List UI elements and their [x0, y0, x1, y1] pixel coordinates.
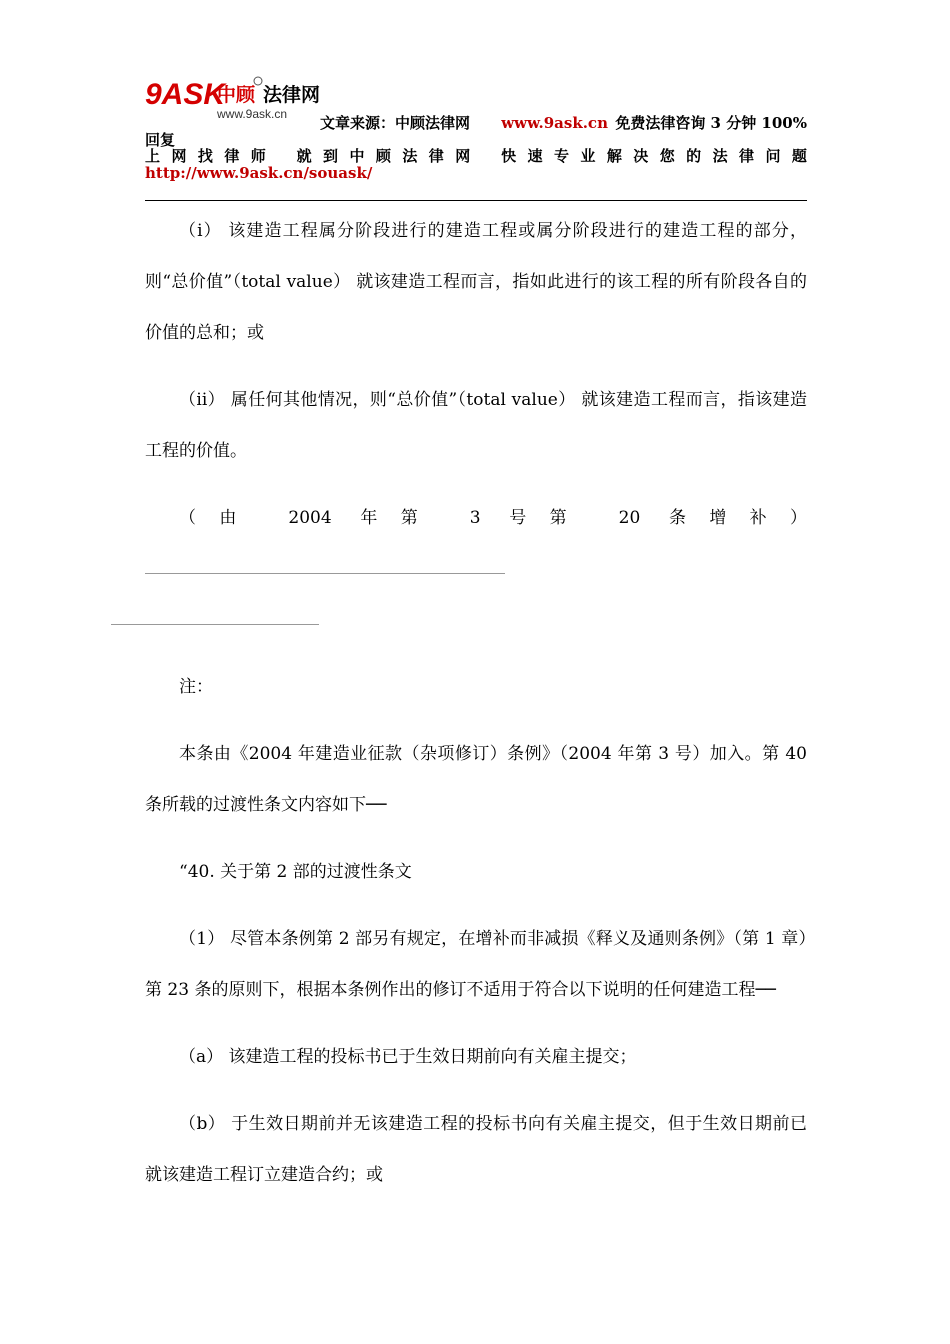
paragraph-ii: （ii） 属任何其他情况，则“总价值”（total value） 就该建造工程而言，指该建造工程的价值。 [145, 390, 807, 461]
slogan-char: 师 [250, 147, 266, 165]
slogan-char: 问 [765, 147, 781, 165]
note-label: 注： [179, 677, 213, 697]
slogan-char: 您 [659, 147, 675, 165]
slogan-char: 快 [501, 147, 517, 165]
slogan-char: 法 [402, 147, 418, 165]
source-line [320, 114, 807, 132]
logo-cn-suffix: 法律网 [263, 84, 320, 106]
underline-rule-2 [111, 623, 319, 625]
slogan-char: 的 [686, 147, 702, 165]
slogan-char: 速 [527, 147, 543, 165]
paragraph-i: （i） 该建造工程属分阶段进行的建造工程或属分阶段进行的建造工程的部分，则“总价值”（total value） 就该建造工程而言，指如此进行的该工程的所有阶段各自的价值的总和；或 [145, 221, 807, 343]
underline-rule [145, 572, 505, 574]
registered-icon [254, 77, 262, 85]
article-body [145, 206, 807, 1217]
slogan-char: 律 [224, 147, 240, 165]
header-divider [145, 200, 807, 201]
slogan-char: 律 [739, 147, 755, 165]
amendment-note: （由 2004 年第 3 号第 20 条增补） [179, 508, 807, 528]
slogan-char: 题 [791, 147, 807, 165]
paragraph-note: 本条由《2004 年建造业征款（杂项修订）条例》（2004 年第 3 号）加入。第 40 条所载的过渡性条文内容如下── [145, 744, 807, 815]
paragraph-b: （b） 于生效日期前并无该建造工程的投标书向有关雇主提交，但于生效日期前已就该建造工程订立建造合约；或 [145, 1114, 807, 1185]
logo-cn-name: 中顾 [217, 84, 256, 106]
paragraph-1: （1） 尽管本条例第 2 部另有规定，在增补而非减损《释义及通则条例》（第 1 章）第 23 条的原则下，根据本条例作出的修订不适用于符合以下说明的任何建造工程── [145, 929, 807, 1000]
slogan-char: 业 [580, 147, 596, 165]
logo-url: www.9ask.cn [217, 107, 288, 121]
source-label: 文章来源：中顾法律网 [320, 114, 471, 132]
slogan-char: 解 [606, 147, 622, 165]
slogan-char: 到 [323, 147, 339, 165]
slogan-char [277, 147, 285, 165]
slogan [145, 147, 807, 165]
slogan-char: 专 [553, 147, 569, 165]
slogan-char: 中 [349, 147, 365, 165]
slogan-char: 决 [633, 147, 649, 165]
paragraph-amendment [145, 493, 807, 646]
souask-link[interactable]: http://www.9ask.cn/souask/ [145, 164, 373, 182]
source-url-link[interactable]: www.9ask.cn [501, 114, 608, 132]
slogan-char: 找 [197, 147, 213, 165]
site-logo[interactable] [145, 74, 320, 122]
logo-9ask: 9ASK [145, 78, 226, 111]
slogan-char: 网 [455, 147, 471, 165]
slogan-char: 法 [712, 147, 728, 165]
slogan-char [482, 147, 490, 165]
slogan-char: 网 [171, 147, 187, 165]
paragraph-a: （a） 该建造工程的投标书已于生效日期前向有关雇主提交； [179, 1047, 637, 1067]
slogan-char: 顾 [375, 147, 391, 165]
slogan-char: 律 [428, 147, 444, 165]
reply-text: 回复 [145, 131, 176, 149]
consult-text: 免费法律咨询 3 分钟 100% [615, 114, 807, 132]
slogan-char: 上 [145, 147, 161, 165]
slogan-char: 就 [296, 147, 312, 165]
paragraph-section-40: “40. 关于第 2 部的过渡性条文 [179, 862, 412, 882]
